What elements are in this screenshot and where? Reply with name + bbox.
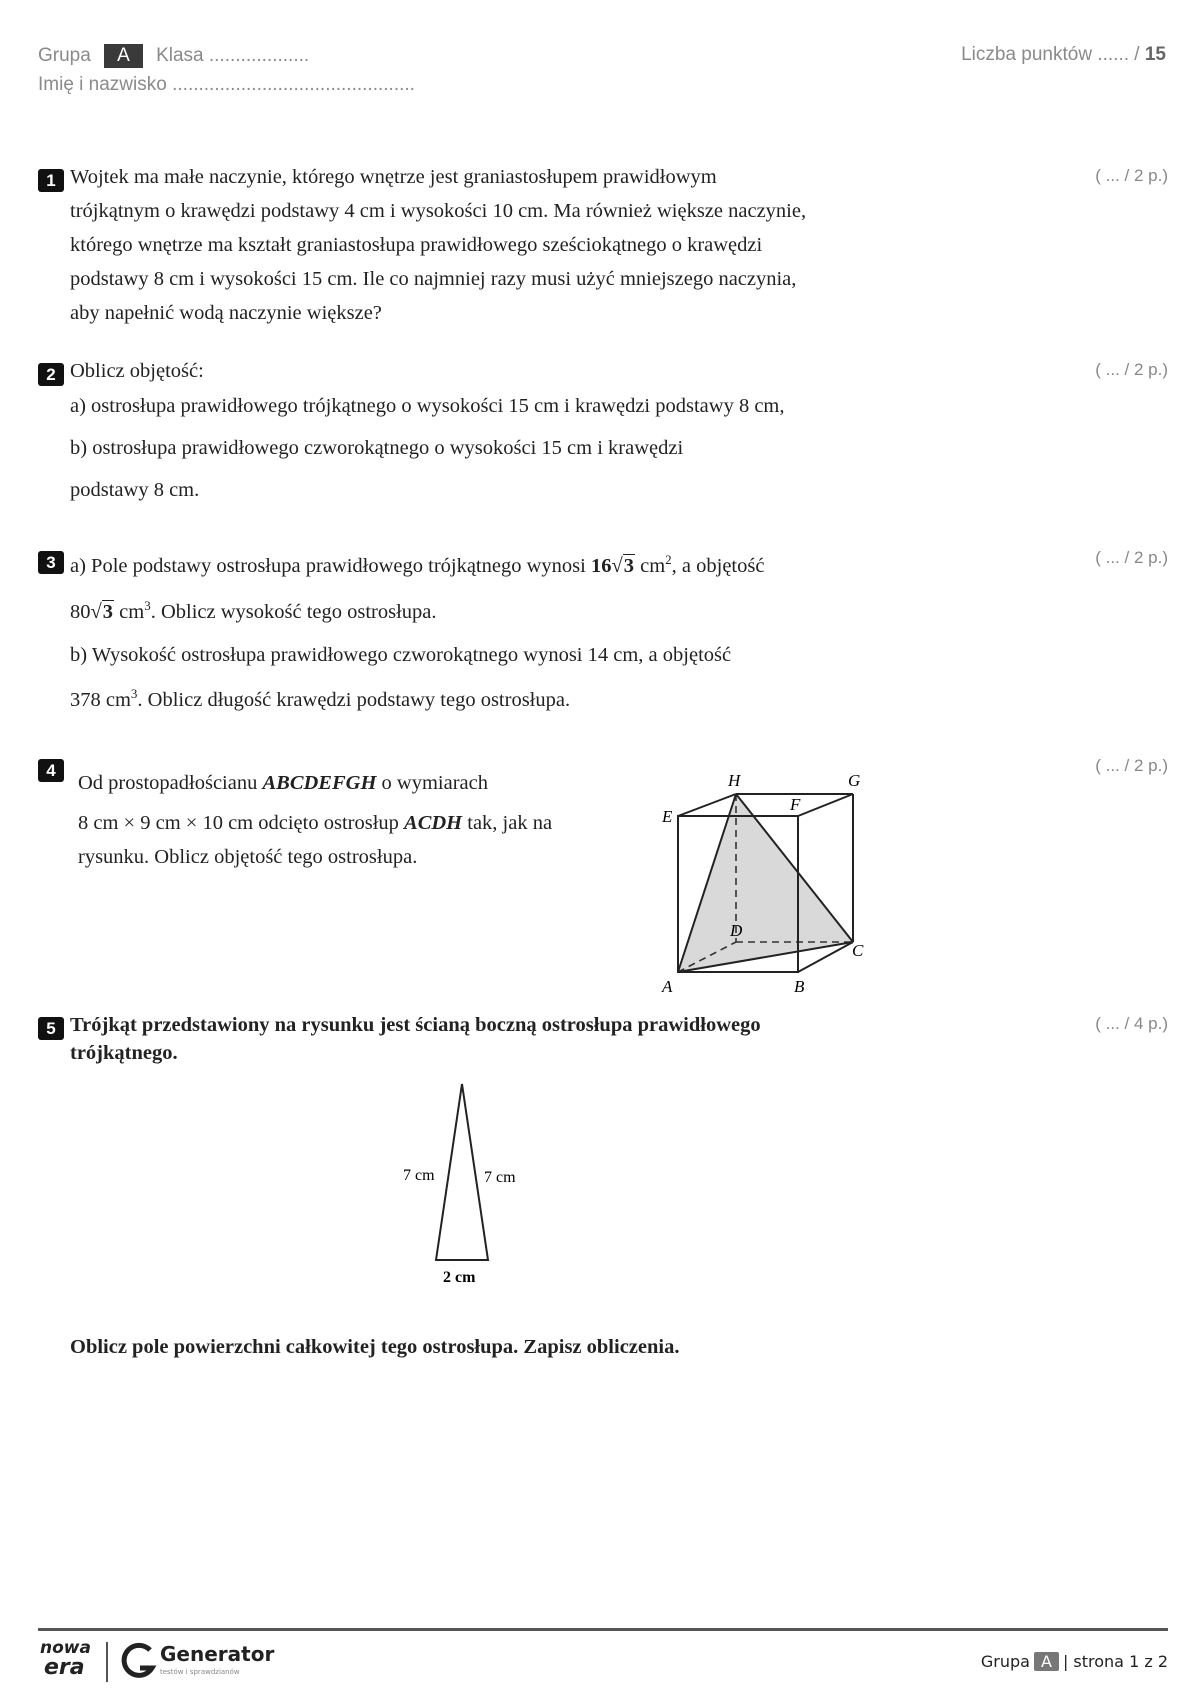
task-text: [78, 772, 552, 880]
isosceles-triangle: [436, 1084, 488, 1260]
task-4: [38, 756, 1168, 996]
task-number: 2: [38, 363, 64, 386]
points-total: 15: [1144, 44, 1166, 65]
name-dots: ..............................................: [172, 74, 415, 95]
task-points: ( ... / 2 p.): [1095, 360, 1168, 379]
header-name: [38, 74, 415, 96]
class-dots: ...................: [208, 45, 310, 66]
text-line: trójkątnym o krawędzi podstawy 4 cm i wysokości 10 cm. Ma również większe naczynie,: [70, 200, 807, 222]
text-line: podstawy 8 cm i wysokości 15 cm. Ile co najmniej razy musi użyć mniejszego naczynia,: [70, 268, 797, 290]
text-line: a) Pole podstawy ostrosłupa prawidłowego trójkątnego wynosi 16√3 $cm^2$, a objętość: [70, 552, 765, 577]
task-number: 3: [38, 551, 64, 574]
label-f: F: [790, 795, 801, 814]
text-line: rysunku. Oblicz objętość tego ostrosłupa.: [78, 846, 418, 868]
text-line: Od prostopadłościanu ABCDEFGH o wymiarach: [78, 772, 488, 794]
points-label: Liczba punktów ...... /: [961, 44, 1140, 65]
text-line: Oblicz objętość:: [70, 360, 204, 382]
task-points: ( ... / 4 p.): [1095, 1014, 1168, 1033]
text-line: podstawy 8 cm.: [70, 479, 200, 501]
task-points: ( ... / 2 p.): [1095, 756, 1168, 775]
base-label: 2 cm: [443, 1269, 476, 1286]
task-2: [38, 360, 1168, 510]
group-label: Grupa: [38, 45, 91, 66]
cuboid-figure: [662, 756, 938, 996]
pyramid-face-ahc: [678, 794, 853, 972]
text-line: trójkątnego.: [70, 1042, 178, 1064]
header-group-class: [38, 44, 309, 68]
footer-rule: [38, 1628, 1168, 1631]
task-text: [70, 552, 764, 720]
generator-logo: Generator testów i sprawdzianów: [120, 1640, 270, 1686]
text-line: b) ostrosłupa prawidłowego czworokątnego o wysokości 15 cm i krawędzi: [70, 437, 684, 459]
task-number: 5: [38, 1017, 64, 1040]
footer-divider: [106, 1642, 108, 1682]
label-b: B: [794, 977, 805, 996]
task-number: 1: [38, 169, 64, 192]
text-line: Wojtek ma małe naczynie, którego wnętrze jest graniastosłupem prawidłowym: [70, 166, 717, 188]
triangle-figure: [398, 1072, 578, 1292]
task-points: ( ... / 2 p.): [1095, 548, 1168, 567]
text-line: b) Wysokość ostrosłupa prawidłowego czworokątnego wynosi 14 cm, a objętość: [70, 644, 732, 666]
footer-group-badge: A: [1034, 1652, 1059, 1671]
task-number: 4: [38, 759, 64, 782]
sqrt-symbol: √3: [90, 600, 114, 623]
task-text: [70, 166, 806, 336]
generator-g-icon: [120, 1642, 156, 1682]
text-line: Trójkąt przedstawiony na rysunku jest ścianą boczną ostrosłupa prawidłowego: [70, 1014, 761, 1036]
header-points: [961, 44, 1166, 66]
task-1: [38, 166, 1168, 336]
label-e: E: [662, 807, 673, 826]
task-title: [70, 1014, 761, 1070]
footer-group-label: Grupa: [980, 1652, 1030, 1671]
text-line: 378 $cm^3$. Oblicz długość krawędzi podstawy tego ostrosłupa.: [70, 686, 571, 711]
footer-page-label: | strona 1 z 2: [1062, 1652, 1168, 1671]
task-5: [38, 1014, 1168, 1374]
text-line: a) ostrosłupa prawidłowego trójkątnego o wysokości 15 cm i krawędzi podstawy 8 cm,: [70, 395, 785, 417]
text-line: Oblicz pole powierzchni całkowitej tego ostrosłupa. Zapisz obliczenia.: [70, 1336, 680, 1358]
side-left-label: 7 cm: [403, 1167, 435, 1184]
edge-fg: [798, 794, 853, 816]
label-d: D: [730, 921, 743, 940]
sqrt-symbol: √3: [611, 554, 634, 577]
class-label: Klasa: [156, 45, 204, 66]
task-question: [70, 1336, 679, 1359]
edge-eh: [678, 794, 736, 816]
label-g: G: [848, 771, 861, 790]
label-c: C: [852, 941, 864, 960]
text-line: 80√3 $cm^3$. Oblicz wysokość tego ostrosłupa.: [70, 598, 437, 623]
text-line: 8 cm × 9 cm × 10 cm odcięto ostrosłup ACDH tak, jak na: [78, 812, 553, 834]
task-text: [70, 360, 785, 513]
label-a: A: [662, 977, 673, 996]
group-badge: A: [104, 44, 143, 68]
task-points: ( ... / 2 p.): [1095, 166, 1168, 185]
task-3: [38, 548, 1168, 718]
text-line: aby napełnić wodą naczynie większe?: [70, 302, 382, 324]
side-right-label: 7 cm: [484, 1169, 516, 1186]
name-label: Imię i nazwisko: [38, 74, 167, 95]
label-h: H: [728, 771, 741, 790]
nowa-era-logo: nowa era: [40, 1638, 91, 1680]
text-line: którego wnętrze ma kształt graniastosłupa prawidłowego sześciokątnego o krawędzi: [70, 234, 763, 256]
footer-page-info: [981, 1652, 1168, 1671]
